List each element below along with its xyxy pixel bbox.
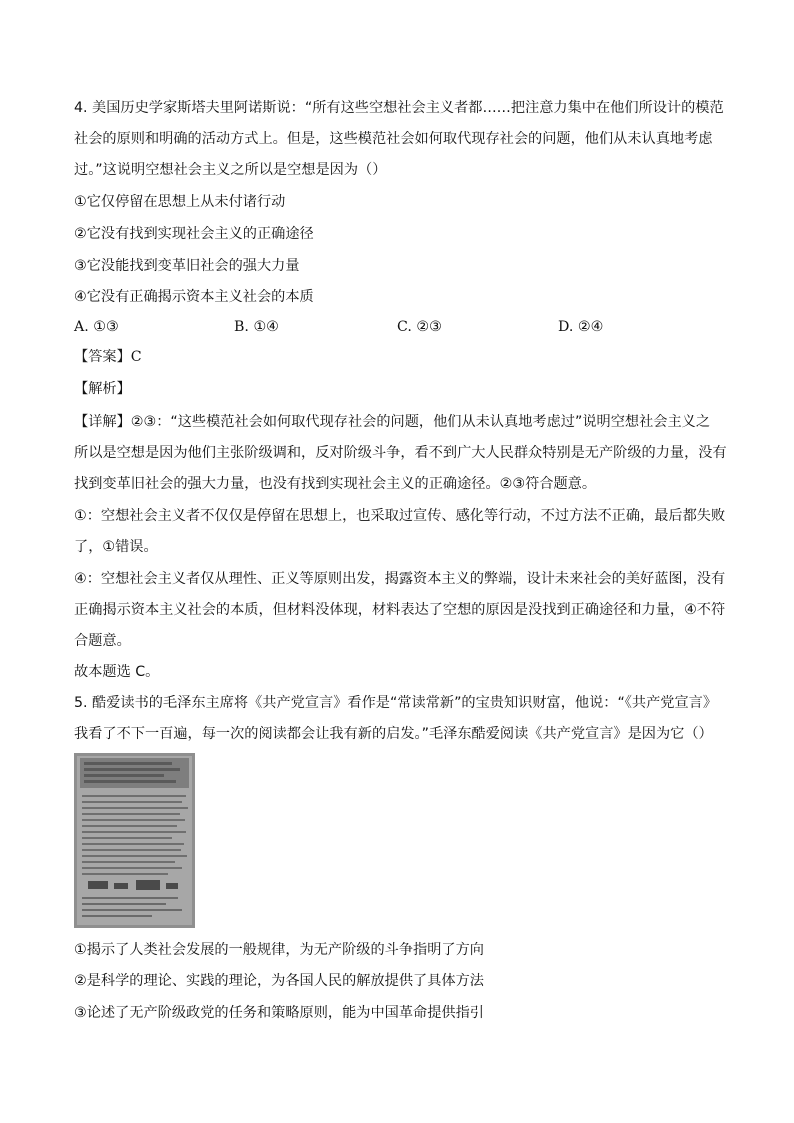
q5-stem-line-2: 我看了不下一百遍，每一次的阅读都会让我有新的启发。”毛泽东酷爱阅读《共产党宣言》是因为它（） xyxy=(74,726,713,742)
q4-statement-4: ④它没有正确揭示资本主义社会的本质 xyxy=(74,289,314,305)
option-letter: C. xyxy=(397,319,412,335)
option-text: ①③ xyxy=(93,319,119,335)
answer-value: C xyxy=(130,349,142,365)
q4-option-a xyxy=(74,318,119,336)
q5-statement-1: ①揭示了人类社会发展的一般规律，为无产阶级的斗争指明了方向 xyxy=(74,942,484,958)
q4-statement-3: ③它没能找到变革旧社会的强大力量 xyxy=(74,258,300,274)
manifesto-photo-image xyxy=(74,753,195,928)
q4-detail-line-4: ①：空想社会主义者不仅仅是停留在思想上，也采取过宣传、感化等行动，不过方法不正确，最后都失败 xyxy=(74,508,726,524)
q4-detail-line-5: 了，①错误。 xyxy=(74,539,158,555)
option-letter: B. xyxy=(234,319,249,335)
q4-detail-line-2: 所以是空想是因为他们主张阶级调和，反对阶级斗争，看不到广大人民群众特别是无产阶级的力量，没有 xyxy=(74,445,727,461)
q4-detail-line-7: 正确揭示资本主义社会的本质，但材料没体现，材料表达了空想的原因是没找到正确途径和力量，④不符 xyxy=(74,602,726,618)
q4-detail-line-8: 合题意。 xyxy=(74,633,131,649)
q4-option-c xyxy=(397,318,442,336)
q4-conclusion: 故本题选 C。 xyxy=(74,664,160,680)
option-letter: A. xyxy=(74,319,89,335)
q4-statement-1: ①它仅停留在思想上从未付诸行动 xyxy=(74,194,286,210)
q4-answer xyxy=(74,348,142,366)
q5-statement-2: ②是科学的理论、实践的理论，为各国人民的解放提供了具体方法 xyxy=(74,973,484,989)
q4-analysis-tag: 【解析】 xyxy=(74,381,131,397)
detail-text: ②③：“这些模范社会如何取代现存社会的问题，他们从未认真地考虑过”说明空想社会主义之 xyxy=(130,414,711,430)
q4-detail-line-1 xyxy=(74,413,710,431)
q4-stem-line-1: 4. 美国历史学家斯塔夫里阿诺斯说：“所有这些空想社会主义者都……把注意力集中在他们所设计的模范 xyxy=(74,100,724,116)
q4-option-d xyxy=(558,318,603,336)
option-letter: D. xyxy=(558,319,574,335)
manifesto-document-photo xyxy=(74,753,195,928)
option-text: ②③ xyxy=(416,319,442,335)
q4-stem-line-3: 过。”这说明空想社会主义之所以是空想是因为（） xyxy=(74,162,387,178)
option-text: ①④ xyxy=(253,319,279,335)
q4-stem-line-2: 社会的原则和明确的活动方式上。但是，这些模范社会如何取代现存社会的问题，他们从未认真地考虑 xyxy=(74,131,713,147)
detail-tag: 【详解】 xyxy=(74,414,131,430)
q4-option-b xyxy=(234,318,279,336)
q4-detail-line-3: 找到变革旧社会的强大力量，也没有找到实现社会主义的正确途径。②③符合题意。 xyxy=(74,476,597,492)
q4-detail-line-6: ④：空想社会主义者仅从理性、正义等原则出发，揭露资本主义的弊端，设计未来社会的美好蓝图，没有 xyxy=(74,571,726,587)
q5-statement-3: ③论述了无产阶级政党的任务和策略原则，能为中国革命提供指引 xyxy=(74,1005,484,1021)
q4-statement-2: ②它没有找到实现社会主义的正确途径 xyxy=(74,226,314,242)
answer-tag: 【答案】 xyxy=(74,349,131,365)
q5-stem-line-1: 5. 酷爱读书的毛泽东主席将《共产党宣言》看作是“常读常新”的宝贵知识财富，他说：“《共产党宣言》 xyxy=(74,695,718,711)
option-text: ②④ xyxy=(577,319,604,335)
